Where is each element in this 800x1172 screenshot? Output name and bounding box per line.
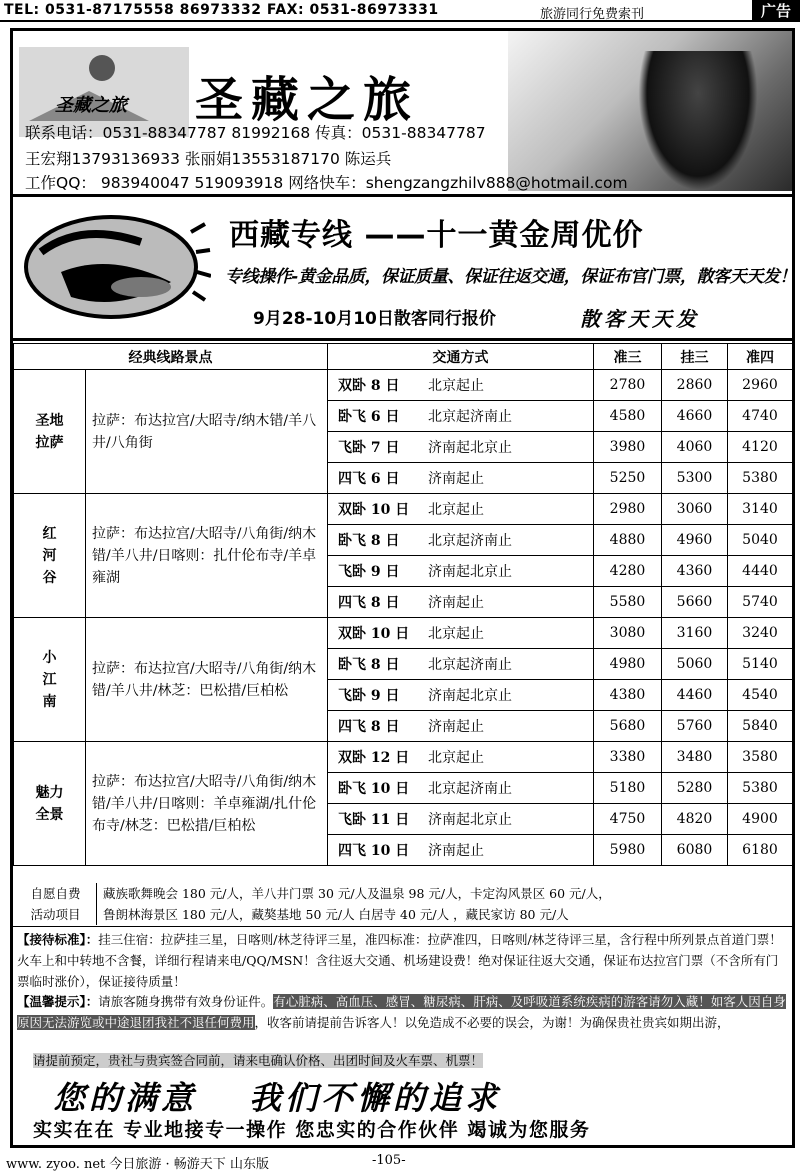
- price-cell: 5040: [728, 525, 793, 556]
- transport-route: 北京起济南止: [428, 657, 512, 673]
- transport-cell: [328, 804, 594, 835]
- route-spots: 拉萨：布达拉宫/大昭寺/八角街/纳木错/羊八井/日喀则：羊卓雍湖/扎什伦布寺/林芝：巴松措/巨柏松: [86, 742, 328, 866]
- table-header-row: [14, 344, 793, 370]
- price-cell: 3080: [594, 618, 662, 649]
- slogan-sub: 实实在在 专业地接专一操作 您忠实的合作伙伴 竭诚为您服务: [33, 1119, 591, 1141]
- transport-route: 北京起济南止: [428, 533, 512, 549]
- region-name: 小 江 南: [14, 618, 86, 742]
- price-cell: 5760: [662, 711, 728, 742]
- route-spots: 拉萨：布达拉宫/大昭寺/八角街/纳木错/羊八井/日喀则：扎什伦布寺/羊卓雍湖: [86, 494, 328, 618]
- self-pay-box: [13, 881, 792, 927]
- transport-mode: 卧飞 10 日: [338, 781, 410, 797]
- price-cell: 6180: [728, 835, 793, 866]
- route-spots: 拉萨：布达拉宫/大昭寺/纳木错/羊八井/八角街: [86, 370, 328, 494]
- price-cell: 4120: [728, 432, 793, 463]
- ad-frame: [10, 28, 795, 1148]
- transport-cell: [328, 370, 594, 401]
- price-cell: 4540: [728, 680, 793, 711]
- price-cell: 5140: [728, 649, 793, 680]
- col-header: 准三: [594, 344, 662, 370]
- price-cell: 5660: [662, 587, 728, 618]
- top-bar: [0, 0, 800, 22]
- transport-route: 济南起北京止: [428, 812, 512, 828]
- price-cell: 4360: [662, 556, 728, 587]
- transport-mode: 双卧 12 日: [338, 750, 410, 766]
- price-cell: 5580: [594, 587, 662, 618]
- booking-text: 请提前预定，贵社与贵宾签合同前，请来电确认价格、出团时间及火车票、机票！: [33, 1053, 484, 1068]
- brand-name: 圣藏之旅: [195, 72, 420, 128]
- price-cell: 5180: [594, 773, 662, 804]
- price-cell: 2980: [594, 494, 662, 525]
- price-cell: 2860: [662, 370, 728, 401]
- transport-route: 济南起止: [428, 471, 484, 487]
- transport-mode: 卧飞 6 日: [338, 409, 400, 425]
- price-cell: 5250: [594, 463, 662, 494]
- price-cell: 4580: [594, 401, 662, 432]
- transport-route: 北京起济南止: [428, 409, 512, 425]
- transport-cell: [328, 463, 594, 494]
- transport-mode: 双卧 8 日: [338, 378, 400, 394]
- standard-label: 【接待标准】：: [17, 932, 99, 947]
- transport-cell: [328, 649, 594, 680]
- price-cell: 3140: [728, 494, 793, 525]
- tibetan-dancer-photo: [508, 31, 792, 191]
- warm-tips: [17, 991, 787, 1033]
- transport-route: 北京起止: [428, 626, 484, 642]
- price-cell: 4980: [594, 649, 662, 680]
- route-price-table: [13, 343, 793, 866]
- transport-route: 济南起北京止: [428, 564, 512, 580]
- transport-route: 北京起济南止: [428, 781, 512, 797]
- price-cell: 3060: [662, 494, 728, 525]
- price-cell: 4960: [662, 525, 728, 556]
- price-cell: 4750: [594, 804, 662, 835]
- transport-mode: 飞卧 9 日: [338, 564, 400, 580]
- contact-persons-line: 王宏翔13793136933 张丽娟13553187170 陈运兵: [25, 150, 392, 168]
- transport-route: 济南起止: [428, 719, 484, 735]
- price-cell: 4440: [728, 556, 793, 587]
- transport-route: 北京起止: [428, 502, 484, 518]
- promo-date: 9月28-10月10日散客同行报价: [253, 309, 496, 329]
- tip-text: ，收客前请提前告诉客人！以免造成不必要的误会，为谢！为确保贵社贵宾如期出游，: [254, 1015, 730, 1030]
- tip-warning-highlight: 有心脏病、高血压、感冒、糖尿病、肝病、及呼吸道系统疾病的游客请勿入藏！如客人因自身原因无法游览或中途退团我社不退任何费用: [17, 994, 786, 1030]
- promo-subtitle: 专线操作-黄金品质，保证质量、保证往返交通，保证布官门票，散客天天发！: [225, 267, 797, 287]
- transport-cell: [328, 773, 594, 804]
- table-row: [14, 742, 793, 773]
- price-cell: 3160: [662, 618, 728, 649]
- price-cell: 4820: [662, 804, 728, 835]
- transport-route: 济南起北京止: [428, 440, 512, 456]
- region-name: 圣地 拉萨: [14, 370, 86, 494]
- self-pay-label: 自愿自费 活动项目: [15, 883, 97, 925]
- table-row: [14, 370, 793, 401]
- price-cell: 2780: [594, 370, 662, 401]
- price-cell: 5380: [728, 773, 793, 804]
- transport-route: 济南起止: [428, 595, 484, 611]
- promo-title: 西藏专线 ——十一黄金周优价: [229, 218, 644, 253]
- transport-cell: [328, 432, 594, 463]
- region-name: 红 河 谷: [14, 494, 86, 618]
- tagline: 旅游同行免费索刊: [540, 7, 645, 22]
- transport-mode: 飞卧 7 日: [338, 440, 400, 456]
- ad-badge: 广告: [752, 0, 800, 22]
- transport-route: 北京起止: [428, 378, 484, 394]
- footer-site: www. zyoo. net 今日旅游 · 畅游天下 山东版: [6, 1157, 269, 1172]
- contact-phone-line: 联系电话：0531-88347787 81992168 传真：0531-88347787: [25, 124, 486, 142]
- transport-mode: 飞卧 9 日: [338, 688, 400, 704]
- transport-mode: 飞卧 11 日: [338, 812, 410, 828]
- transport-cell: [328, 494, 594, 525]
- promo-band: [13, 200, 797, 341]
- transport-cell: [328, 525, 594, 556]
- booking-note: [33, 1050, 800, 1071]
- self-pay-line: 藏族歌舞晚会 180 元/人，羊八井门票 30 元/人及温泉 98 元/人，卡定沟风景区 60 元/人，: [103, 886, 611, 901]
- self-pay-text: [103, 883, 611, 925]
- price-cell: 5740: [728, 587, 793, 618]
- transport-mode: 双卧 10 日: [338, 626, 410, 642]
- page-footer: [0, 1150, 800, 1172]
- price-cell: 5840: [728, 711, 793, 742]
- transport-mode: 卧飞 8 日: [338, 533, 400, 549]
- transport-cell: [328, 742, 594, 773]
- price-cell: 3240: [728, 618, 793, 649]
- price-cell: 5680: [594, 711, 662, 742]
- price-cell: 3380: [594, 742, 662, 773]
- price-cell: 5060: [662, 649, 728, 680]
- slogan-part: 您的满意: [53, 1079, 198, 1117]
- sun-icon: [89, 55, 115, 81]
- transport-mode: 卧飞 8 日: [338, 657, 400, 673]
- price-cell: 4880: [594, 525, 662, 556]
- slogan-part: 我们不懈的追求: [249, 1079, 502, 1117]
- tip-label: 【温馨提示】：: [17, 994, 99, 1009]
- transport-mode: 四飞 10 日: [338, 843, 410, 859]
- transport-route: 北京起止: [428, 750, 484, 766]
- service-standard: [17, 929, 787, 992]
- transport-route: 济南起北京止: [428, 688, 512, 704]
- transport-cell: [328, 680, 594, 711]
- tip-text: 请旅客随身携带有效身份证件。: [98, 994, 274, 1009]
- price-cell: 6080: [662, 835, 728, 866]
- tel-fax-line: TEL: 0531-87175558 86973332 FAX: 0531-86973331: [4, 2, 439, 18]
- transport-route: 济南起止: [428, 843, 484, 859]
- route-spots: 拉萨：布达拉宫/大昭寺/八角街/纳木错/羊八井/林芝：巴松措/巨柏松: [86, 618, 328, 742]
- transport-mode: 四飞 6 日: [338, 471, 400, 487]
- transport-mode: 双卧 10 日: [338, 502, 410, 518]
- price-cell: 4380: [594, 680, 662, 711]
- transport-cell: [328, 835, 594, 866]
- transport-mode: 四飞 8 日: [338, 595, 400, 611]
- promo-daily: 散客天天发: [580, 307, 700, 331]
- transport-cell: [328, 618, 594, 649]
- transport-cell: [328, 401, 594, 432]
- transport-cell: [328, 711, 594, 742]
- col-header: 经典线路景点: [14, 344, 328, 370]
- price-cell: 4660: [662, 401, 728, 432]
- price-cell: 4060: [662, 432, 728, 463]
- price-cell: 4740: [728, 401, 793, 432]
- table-row: [14, 618, 793, 649]
- price-cell: 4280: [594, 556, 662, 587]
- price-cell: 4900: [728, 804, 793, 835]
- company-header: [13, 31, 792, 197]
- transport-cell: [328, 587, 594, 618]
- price-cell: 3480: [662, 742, 728, 773]
- price-cell: 2960: [728, 370, 793, 401]
- logo-text: 圣藏之旅: [55, 95, 127, 116]
- price-cell: 5380: [728, 463, 793, 494]
- contact-qq-email-line: 工作QQ： 983940047 519093918 网络快车：shengzangzhilv888@hotmail.com: [25, 174, 628, 192]
- price-cell: 4460: [662, 680, 728, 711]
- region-name: 魅力 全景: [14, 742, 86, 866]
- page-number: -105-: [372, 1153, 406, 1168]
- standard-text: 挂三住宿：拉萨挂三星，日喀则/林芝待评三星，准四标准：拉萨准四，日喀则/林芝待评三星，含行程中所列景点首道门票！火车上和中转地不含餐，详细行程请来电/QQ/MSN！含往返大交通、机场建设费！绝对保证往返大交通，保证布达拉宫门票（不含所有门票临时涨价），保证接待质量！: [17, 932, 782, 989]
- price-cell: 3580: [728, 742, 793, 773]
- price-cell: 3980: [594, 432, 662, 463]
- price-cell: 5280: [662, 773, 728, 804]
- price-cell: 5300: [662, 463, 728, 494]
- col-header: 交通方式: [328, 344, 594, 370]
- col-header: 挂三: [662, 344, 728, 370]
- col-header: 准四: [728, 344, 793, 370]
- slogan-main: [53, 1073, 773, 1119]
- shouting-face-icon: [21, 212, 211, 322]
- transport-mode: 四飞 8 日: [338, 719, 400, 735]
- transport-cell: [328, 556, 594, 587]
- self-pay-line: 鲁朗林海景区 180 元/人，藏獒基地 50 元/人 白居寺 40 元/人 ，藏民家访 80 元/人: [103, 907, 569, 922]
- table-row: [14, 494, 793, 525]
- price-cell: 5980: [594, 835, 662, 866]
